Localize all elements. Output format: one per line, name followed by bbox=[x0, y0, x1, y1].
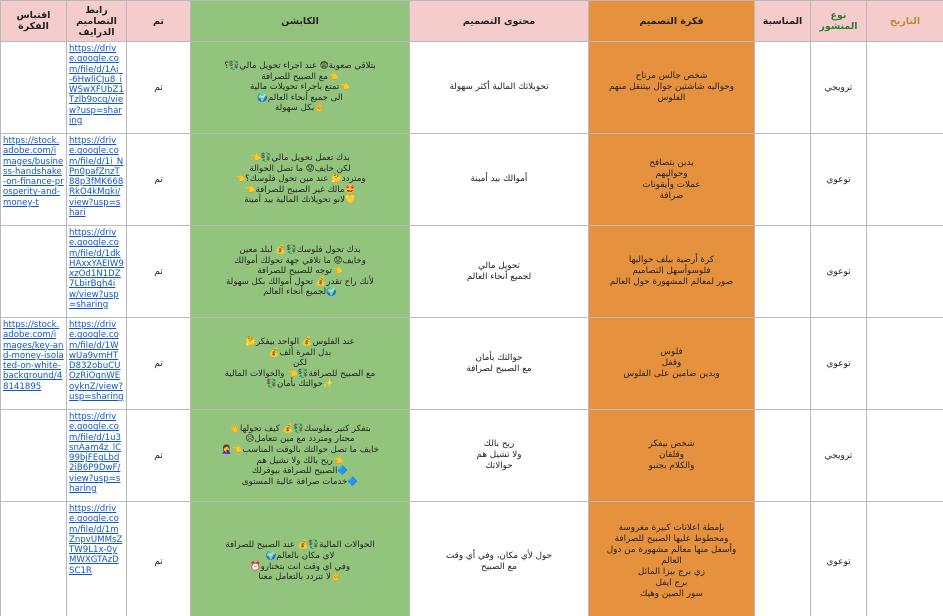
post-type-cell[interactable]: توعوي bbox=[811, 318, 867, 410]
caption-cell-line: ✌️لا تتردد بالتعامل معنا bbox=[258, 572, 342, 583]
content-cell[interactable] bbox=[410, 42, 589, 134]
header-date[interactable]: التاريخ bbox=[867, 1, 943, 42]
idea-cell-line: العالم bbox=[661, 556, 682, 566]
header-row bbox=[1, 1, 943, 42]
status-cell[interactable]: تم bbox=[127, 318, 191, 410]
caption-cell-line: مع الصبيح للصرافة💱👈 والحوالات المالية bbox=[224, 368, 376, 379]
idea-cell[interactable] bbox=[589, 134, 755, 226]
date-cell[interactable] bbox=[867, 134, 943, 226]
header-done[interactable]: تم bbox=[127, 1, 191, 42]
caption-cell-line: 👈مع الصبيح للصرافة bbox=[261, 71, 339, 82]
header-quote[interactable]: اقتباس الفكرة bbox=[1, 1, 67, 42]
drive-link-cell[interactable]: https://drive.google.com/file/d/1i_NPn0pafZnzT88p3fMK668RkO4kMqki/view?usp=shari bbox=[67, 134, 127, 226]
caption-cell-line: ✌️بكل سهولة bbox=[275, 103, 325, 114]
caption-cell-line: ✨حوالتك بأمان💱 bbox=[266, 379, 334, 390]
occasion-cell[interactable] bbox=[755, 502, 811, 616]
caption-cell-line: خايف ما تصل حوالتك بالوقت المناسب👈🤦‍♀ bbox=[221, 444, 379, 455]
caption-cell-line: الى جميع أنحاء العالم🌍 bbox=[257, 92, 343, 103]
date-cell[interactable] bbox=[867, 42, 943, 134]
caption-cell-line: 👈تمتع باجراء تحويلات مالية bbox=[250, 82, 350, 93]
date-cell[interactable] bbox=[867, 226, 943, 318]
idea-cell-line: وقفل bbox=[661, 358, 682, 368]
quote-link-cell[interactable]: https://stock.adobe.com/images/key-and-money-isolated-on-white-background/48141895 bbox=[1, 318, 67, 410]
caption-cell[interactable] bbox=[191, 134, 410, 226]
drive-link-cell[interactable]: https://drive.google.com/file/d/1mZnpvUMMsZTW9L1x-0yMWXGTAzDSC1R bbox=[67, 502, 127, 616]
caption-cell-line: عند الفلوس💰 الواحد بيفكر🤔 bbox=[245, 337, 355, 348]
post-type-cell[interactable]: توعوي bbox=[811, 134, 867, 226]
content-cell-line: مع الصبيح bbox=[481, 561, 517, 572]
idea-cell-line: زي برج بيزا المائل bbox=[638, 567, 705, 577]
caption-cell[interactable] bbox=[191, 318, 410, 410]
content-cell-line: حوالاتك bbox=[485, 461, 513, 471]
idea-cell-line: شخص بيفكر bbox=[648, 439, 695, 449]
caption-cell-line: 👈ريح بالك ولا تشيل هم bbox=[256, 455, 344, 466]
caption-cell-line: 🔷خدمات صرافة عالية المستوى bbox=[241, 476, 359, 487]
drive-link-cell[interactable]: https://drive.google.com/file/d/1WwUa9vmHTD832obuCUOzRiOqnWEoyknZ/view?usp=sharing bbox=[67, 318, 127, 410]
caption-cell-line: 🤩مالك غير الصبيح للصرافة👈 bbox=[244, 184, 356, 195]
content-cell[interactable] bbox=[410, 502, 589, 616]
idea-cell-line: صرافة bbox=[659, 190, 684, 201]
caption-cell-line: 🔷الصبيح للصرافة بيوفرلك bbox=[251, 466, 349, 477]
status-cell[interactable]: تم bbox=[127, 134, 191, 226]
content-cell[interactable] bbox=[410, 410, 589, 502]
occasion-cell[interactable] bbox=[755, 42, 811, 134]
idea-cell[interactable] bbox=[589, 226, 755, 318]
content-cell[interactable] bbox=[410, 134, 589, 226]
idea-cell-line: بإمطة اعلانات كبيرة مغروسة bbox=[618, 523, 725, 533]
occasion-cell[interactable] bbox=[755, 410, 811, 502]
content-cell-line: تحويلاتك المالية أكثر سهولة bbox=[449, 82, 549, 92]
header-post-type[interactable]: نوع المنشور bbox=[811, 1, 867, 42]
caption-cell-line: بتفكر كتير بفلوسك💱💰 كيف تحولها👋 bbox=[229, 423, 371, 434]
quote-link-cell[interactable] bbox=[1, 502, 67, 616]
quote-link-cell[interactable]: https://stock.adobe.com/images/business-handshake-on-finance-prosperity-and-money-t bbox=[1, 134, 67, 226]
drive-link-cell[interactable]: https://drive.google.com/file/d/1Aj_-6HwliCJu8_iWSwXFUbZ1Tzlb9ocq/view?usp=sharing bbox=[67, 42, 127, 134]
idea-cell-line: والكلام بجنبو bbox=[648, 461, 695, 471]
status-cell[interactable]: تم bbox=[127, 42, 191, 134]
occasion-cell[interactable] bbox=[755, 134, 811, 226]
occasion-cell[interactable] bbox=[755, 318, 811, 410]
post-type-cell[interactable]: توعوي bbox=[811, 226, 867, 318]
idea-cell-line: وحواليهم bbox=[655, 168, 688, 179]
drive-link-cell[interactable]: https://drive.google.com/file/d/1u3snAam4z_lC99bjFEgLbd2iB6P9DwF/view?usp=sharing bbox=[67, 410, 127, 502]
caption-cell-line: بتلاقي صعوبة😨 عند اجراء تحويل مالي💱؟ bbox=[224, 61, 376, 72]
status-cell[interactable]: تم bbox=[127, 410, 191, 502]
content-cell-line: حول لأي مكان، وفي أي وقت bbox=[445, 550, 552, 561]
date-cell[interactable] bbox=[867, 502, 943, 616]
idea-cell-line: صور لمعالم المشهورة حول العالم bbox=[609, 277, 734, 287]
caption-cell-line: محتار ومتردد مع مين تتعامل😥 bbox=[245, 434, 355, 445]
content-cell-line: ولا تشيل هم bbox=[476, 450, 522, 460]
caption-cell[interactable] bbox=[191, 42, 410, 134]
content-cell-line: أموالك بيد أمينة bbox=[470, 174, 528, 184]
content-cell[interactable] bbox=[410, 226, 589, 318]
caption-cell-line: بدك تحول فلوسك💱💰 لبلد معين bbox=[239, 245, 361, 256]
caption-cell-line: لاي مكان بالعالم🌍 bbox=[265, 550, 335, 561]
caption-cell-line: ومتردد🤔 عند مين تحول فلوسك؟👈 bbox=[234, 174, 366, 185]
idea-cell[interactable] bbox=[589, 318, 755, 410]
header-content[interactable]: محتوى التصميم bbox=[410, 1, 589, 42]
caption-cell-line: بدك تعمل تحويل مالي💱👈 bbox=[250, 153, 350, 164]
table-row bbox=[1, 134, 943, 226]
caption-cell-line: بدل المرة ألف💰 bbox=[268, 347, 332, 358]
idea-cell-line: وقلقان bbox=[659, 450, 684, 460]
idea-cell[interactable] bbox=[589, 42, 755, 134]
idea-cell-line: كرة أرضية بيلف حواليها bbox=[628, 255, 715, 265]
header-link[interactable]: رابط التصاميم الدرايف bbox=[67, 1, 127, 42]
idea-cell-line: سور الصين وهيك bbox=[640, 589, 703, 599]
idea-cell-line: ومحطوط عليها الصبيح للصرافة bbox=[614, 534, 729, 544]
date-cell[interactable] bbox=[867, 410, 943, 502]
caption-cell-line: 👈توجه للصبيح للصرافة bbox=[257, 266, 343, 277]
post-type-cell[interactable]: ترويجي bbox=[811, 410, 867, 502]
status-cell[interactable]: تم bbox=[127, 502, 191, 616]
content-cell-line: مع الصبيح لصرافة bbox=[466, 363, 532, 374]
content-cell-line: ريح بالك bbox=[483, 439, 515, 449]
caption-cell[interactable] bbox=[191, 226, 410, 318]
table-row bbox=[1, 410, 943, 502]
quote-link-cell[interactable] bbox=[1, 410, 67, 502]
caption-cell-line: الحوالات المالية💱💰 عند الصبيح للصرافة bbox=[225, 540, 375, 551]
idea-cell-line: يدين بتصافح bbox=[649, 157, 694, 168]
date-cell[interactable] bbox=[867, 318, 943, 410]
table-row bbox=[1, 318, 943, 410]
header-caption[interactable]: الكابشن bbox=[191, 1, 410, 42]
idea-cell-line: عملات وأيقونات bbox=[642, 179, 701, 190]
drive-link-cell[interactable]: https://drive.google.com/file/d/1dkHAxxYAEIW9xzOd1N1DZ7LbirBgh4iw/view?usp=sharing bbox=[67, 226, 127, 318]
table-row bbox=[1, 502, 943, 616]
idea-cell-line: وحواليه شاشتين جوال بيتنقل منهم bbox=[609, 82, 734, 92]
idea-cell-line: فلوسوأسهل التصاميم bbox=[632, 266, 711, 276]
caption-cell[interactable] bbox=[191, 410, 410, 502]
caption-cell-line: لأنك راح تقدر💰 تحول أموالك بكل سهولة bbox=[226, 276, 374, 287]
caption-cell-line: وفي اي وقت انت بتختارو⏰ bbox=[249, 561, 351, 572]
post-type-cell[interactable]: ترويجي bbox=[811, 42, 867, 134]
idea-cell[interactable] bbox=[589, 502, 755, 616]
caption-cell-line: وخايف😟 ما تلاقي جهة تحولك أموالك bbox=[234, 255, 366, 266]
post-type-cell[interactable]: توعوي bbox=[811, 502, 867, 616]
content-cell-line: حوالتك بأمان bbox=[475, 352, 523, 363]
content-cell[interactable] bbox=[410, 318, 589, 410]
idea-cell-line: برج ايفل bbox=[655, 578, 688, 588]
content-cell-line: لجميع أنحاء العالم bbox=[466, 271, 532, 282]
table-row bbox=[1, 42, 943, 134]
table-row bbox=[1, 226, 943, 318]
idea-cell[interactable] bbox=[589, 410, 755, 502]
caption-cell-line: لكن خايف😟 ما تصل الحوالة bbox=[249, 163, 351, 174]
quote-link-cell[interactable] bbox=[1, 42, 67, 134]
idea-cell-line: وأسفل منها معالم مشهورة من دول bbox=[606, 545, 737, 555]
header-idea[interactable]: فكرة التصميم bbox=[589, 1, 755, 42]
occasion-cell[interactable] bbox=[755, 226, 811, 318]
caption-cell[interactable] bbox=[191, 502, 410, 616]
status-cell[interactable]: تم bbox=[127, 226, 191, 318]
caption-cell-line: لكن bbox=[293, 358, 307, 369]
caption-cell-line: 💛لانو تحويلاتك المالية بيد أمينة bbox=[244, 195, 356, 206]
idea-cell-line: شخص جالس مرتاح bbox=[635, 71, 708, 81]
header-occasion[interactable]: المناسبة bbox=[755, 1, 811, 42]
quote-link-cell[interactable] bbox=[1, 226, 67, 318]
idea-cell-line: وبدين ضامين على الفلوس bbox=[623, 369, 720, 379]
idea-cell-line: فلوس bbox=[660, 347, 683, 357]
idea-cell-line: الفلوس bbox=[657, 93, 686, 103]
content-cell-line: تحويل مالي bbox=[478, 260, 520, 271]
caption-cell-line: 🌍لجميع أنحاء العالم bbox=[263, 287, 337, 298]
